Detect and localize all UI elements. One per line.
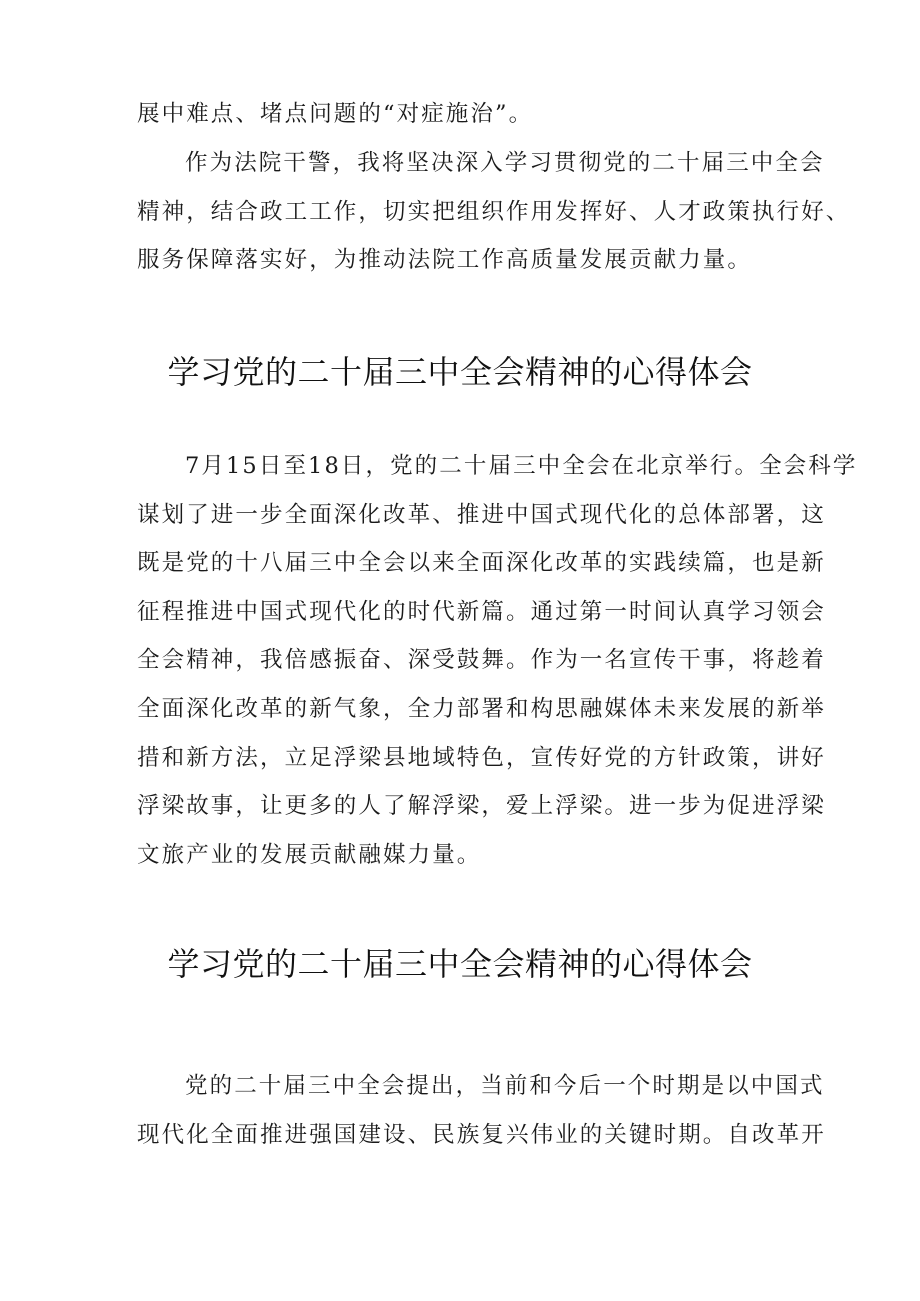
paragraph-line: 展中难点、堵点问题的“对症施治”。 — [137, 101, 534, 127]
paragraph-line: 征程推进中国式现代化的时代新篇。通过第一时间认真学习领会 — [137, 599, 826, 625]
paragraph-line: 全面深化改革的新气象，全力部署和构思融媒体未来发展的新举 — [137, 696, 826, 722]
paragraph-line: 作为法院干警，我将坚决深入学习贯彻党的二十届三中全会 — [185, 150, 825, 176]
paragraph-line: 党的二十届三中全会提出，当前和今后一个时期是以中国式 — [185, 1073, 825, 1099]
paragraph-line: 全会精神，我倍感振奋、深受鼓舞。作为一名宣传干事，将趁着 — [137, 647, 826, 673]
paragraph-line: 7月15日至18日，党的二十届三中全会在北京举行。全会科学 — [185, 453, 858, 479]
paragraph-line: 服务保障落实好，为推动法院工作高质量发展贡献力量。 — [137, 247, 753, 273]
paragraph-line: 精神，结合政工工作，切实把组织作用发挥好、人才政策执行好、 — [137, 199, 851, 225]
paragraph-line: 文旅产业的发展贡献融媒力量。 — [137, 842, 482, 868]
paragraph-line: 现代化全面推进强国建设、民族复兴伟业的关键时期。自改革开 — [137, 1122, 826, 1148]
paragraph-line: 既是党的十八届三中全会以来全面深化改革的实践续篇，也是新 — [137, 550, 826, 576]
section-title: 学习党的二十届三中全会精神的心得体会 — [167, 945, 753, 983]
paragraph-line: 谋划了进一步全面深化改革、推进中国式现代化的总体部署，这 — [137, 502, 826, 528]
section-title: 学习党的二十届三中全会精神的心得体会 — [167, 353, 753, 391]
paragraph-line: 浮梁故事，让更多的人了解浮梁，爱上浮梁。进一步为促进浮梁 — [137, 793, 826, 819]
paragraph-line: 措和新方法，立足浮梁县地域特色，宣传好党的方针政策，讲好 — [137, 745, 826, 771]
